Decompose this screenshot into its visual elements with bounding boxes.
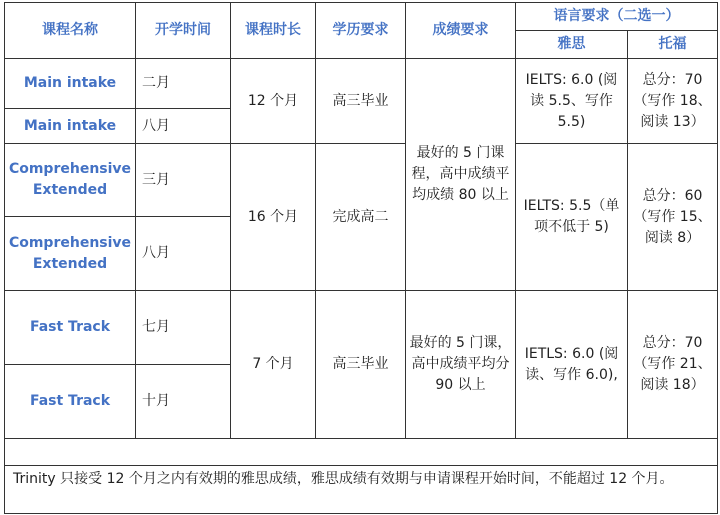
start-month-cell: 三月 <box>136 144 231 217</box>
start-month-cell: 八月 <box>136 109 231 144</box>
table-row <box>5 59 718 109</box>
course-name-cell: Main intake <box>5 59 136 109</box>
course-name-cell: Comprehensive Extended <box>5 144 136 217</box>
course-name-cell: Fast Track <box>5 365 136 439</box>
requirements-table <box>4 2 718 514</box>
start-month-cell: 十月 <box>136 365 231 439</box>
education-cell: 高三毕业 <box>316 291 406 439</box>
header-course-name: 课程名称 <box>5 3 136 59</box>
table-row <box>5 144 718 217</box>
duration-cell: 7 个月 <box>231 291 316 439</box>
toefl-cell: 总分：70（写作 18、阅读 13） <box>628 59 718 144</box>
header-toefl: 托福 <box>628 31 718 59</box>
table-row <box>5 291 718 365</box>
duration-cell: 16 个月 <box>231 144 316 291</box>
toefl-cell: 总分：60（写作 15、阅读 8） <box>628 144 718 291</box>
ielts-cell: IELTS: 6.0 (阅读 5.5、写作 5.5) <box>516 59 628 144</box>
grades-cell: 最好的 5 门课，高中成绩平均分 90 以上 <box>406 291 516 439</box>
ielts-cell: IETLS: 6.0 (阅读、写作 6.0), <box>516 291 628 439</box>
duration-cell: 12 个月 <box>231 59 316 144</box>
header-language: 语言要求（二选一） <box>516 3 718 31</box>
education-cell: 完成高二 <box>316 144 406 291</box>
note-text: Trinity 只接受 12 个月之内有效期的雅思成绩，雅思成绩有效期与申请课程开始时间，不能超过 12 个月。 <box>5 466 718 514</box>
start-month-cell: 二月 <box>136 59 231 109</box>
toefl-cell: 总分：70（写作 21、阅读 18） <box>628 291 718 439</box>
header-row <box>5 3 718 31</box>
course-name-cell: Fast Track <box>5 291 136 365</box>
empty-row <box>5 439 718 466</box>
ielts-cell: IELTS: 5.5（单项不低于 5) <box>516 144 628 291</box>
header-ielts: 雅思 <box>516 31 628 59</box>
empty-cell <box>5 439 718 466</box>
grades-cell: 最好的 5 门课程，高中成绩平均成绩 80 以上 <box>406 59 516 291</box>
start-month-cell: 七月 <box>136 291 231 365</box>
course-name-cell: Main intake <box>5 109 136 144</box>
header-grades: 成绩要求 <box>406 3 516 59</box>
course-name-cell: Comprehensive Extended <box>5 217 136 291</box>
note-row <box>5 466 718 514</box>
education-cell: 高三毕业 <box>316 59 406 144</box>
header-duration: 课程时长 <box>231 3 316 59</box>
header-education: 学历要求 <box>316 3 406 59</box>
header-start-time: 开学时间 <box>136 3 231 59</box>
start-month-cell: 八月 <box>136 217 231 291</box>
